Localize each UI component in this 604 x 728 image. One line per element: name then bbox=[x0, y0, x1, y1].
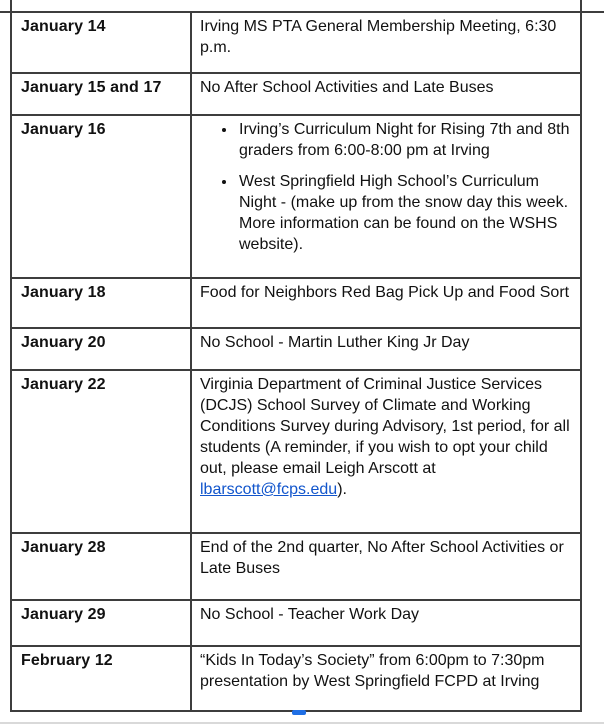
event-description-cell bbox=[191, 115, 581, 278]
event-date-cell: January 18 bbox=[11, 278, 191, 328]
event-description-cell bbox=[191, 370, 581, 533]
event-date-cell: January 28 bbox=[11, 533, 191, 600]
event-date-cell: January 16 bbox=[11, 115, 191, 278]
events-table bbox=[10, 11, 582, 712]
table-row bbox=[11, 600, 581, 646]
cutoff-row-right-border bbox=[580, 0, 582, 11]
event-description-cell bbox=[191, 646, 581, 711]
event-bullet-item: • West Springfield High School’s Curriculum Night - (make up from the snow day this week. More information can be found on the WSHS website). bbox=[237, 171, 574, 255]
event-description-text: Virginia Department of Criminal Justice Services (DCJS) School Survey of Climate and Working Conditions Survey during Advisory, 1st period, for all students (A reminder, if you wish to opt your child out, please email Leigh Arscott at bbox=[200, 376, 570, 477]
event-date-cell: January 20 bbox=[11, 328, 191, 370]
event-date-cell: January 14 bbox=[11, 12, 191, 73]
event-bullet-item: • Irving’s Curriculum Night for Rising 7th and 8th graders from 6:00-8:00 pm at Irving bbox=[237, 119, 574, 161]
cutoff-row-left-border bbox=[10, 0, 12, 11]
table-row bbox=[11, 646, 581, 711]
table-row bbox=[11, 278, 581, 328]
table-row bbox=[11, 115, 581, 278]
event-description-cell bbox=[191, 533, 581, 600]
event-description-text: No School - Martin Luther King Jr Day bbox=[200, 334, 470, 351]
event-description-text: Irving MS PTA General Membership Meeting, 6:30 p.m. bbox=[200, 18, 557, 56]
event-date-cell: January 15 and 17 bbox=[11, 73, 191, 115]
event-date-cell: January 29 bbox=[11, 600, 191, 646]
event-date-cell: February 12 bbox=[11, 646, 191, 711]
event-description-text: End of the 2nd quarter, No After School Activities or Late Buses bbox=[200, 539, 564, 577]
event-description-text: ). bbox=[337, 481, 347, 498]
event-description-text: No School - Teacher Work Day bbox=[200, 606, 420, 623]
event-description-text: “Kids In Today’s Society” from 6:00pm to 7:30pm presentation by West Springfield FCPD at Irving bbox=[200, 652, 545, 690]
table-row bbox=[11, 533, 581, 600]
table-border-drag-handle[interactable] bbox=[292, 710, 306, 715]
event-description-text: No After School Activities and Late Buses bbox=[200, 79, 494, 96]
table-row bbox=[11, 370, 581, 533]
table-row bbox=[11, 73, 581, 115]
events-table-body bbox=[11, 12, 581, 711]
email-link[interactable]: lbarscott@fcps.edu bbox=[200, 481, 338, 498]
event-description-cell bbox=[191, 600, 581, 646]
table-row bbox=[11, 328, 581, 370]
event-description-cell bbox=[191, 278, 581, 328]
event-description-cell bbox=[191, 73, 581, 115]
event-bullet-list bbox=[200, 119, 574, 255]
event-description-cell bbox=[191, 12, 581, 73]
event-description-text: Food for Neighbors Red Bag Pick Up and Food Sort bbox=[200, 284, 570, 301]
event-description-cell bbox=[191, 328, 581, 370]
page-bottom-edge bbox=[0, 722, 604, 724]
event-date-cell: January 22 bbox=[11, 370, 191, 533]
table-row bbox=[11, 12, 581, 73]
